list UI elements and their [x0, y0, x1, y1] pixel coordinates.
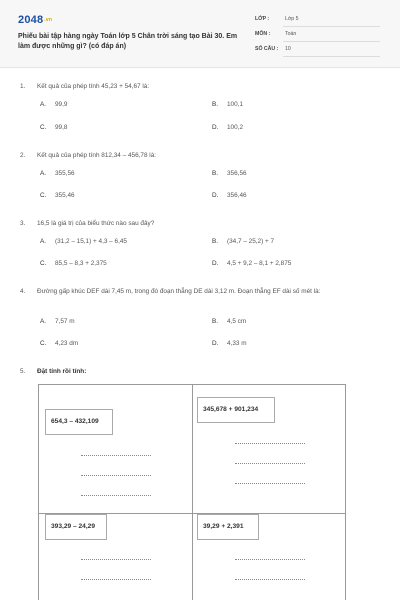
- option-text: 356,46: [227, 192, 247, 199]
- question-text: Đường gấp khúc DEF dài 7,45 m, trong đó đoạn thẳng DE dài 3,12 m. Đoạn thẳng EF dài số mét là:: [37, 288, 321, 295]
- option-text: 4,5 cm: [227, 318, 247, 325]
- meta-class-label: LỚP :: [255, 16, 270, 22]
- meta-divider: [283, 41, 380, 42]
- meta-subject: [255, 29, 380, 43]
- question-number: 1.: [20, 83, 26, 90]
- question-text: Kết quả của phép tính 812,34 – 456,78 là:: [37, 152, 157, 159]
- option-text: 99,8: [55, 124, 68, 131]
- meta-class: [255, 14, 380, 28]
- answer-line[interactable]: [81, 559, 151, 560]
- option-letter: B.: [212, 318, 219, 325]
- calculation-box: 345,678 + 901,234: [197, 397, 275, 423]
- question-number: 2.: [20, 152, 26, 159]
- meta-count-label: SỐ CÂU :: [255, 46, 279, 52]
- meta-class-value: Lớp 5: [285, 16, 299, 22]
- question-text: Kết quả của phép tính 45,23 + 54,67 là:: [37, 83, 150, 90]
- question-number: 4.: [20, 288, 26, 295]
- option-letter: D.: [212, 340, 219, 347]
- meta-subject-value: Toán: [285, 31, 297, 37]
- option-letter: D.: [212, 192, 219, 199]
- answer-line[interactable]: [235, 463, 305, 464]
- option-text: 355,46: [55, 192, 75, 199]
- option-letter: A.: [40, 170, 47, 177]
- logo-domain: .vn: [44, 17, 53, 24]
- option-text: 99,9: [55, 101, 68, 108]
- logo-text: 2048: [18, 14, 44, 26]
- calculation-box: 39,29 + 2,391: [197, 514, 259, 540]
- answer-line[interactable]: [235, 559, 305, 560]
- option-letter: C.: [40, 124, 47, 131]
- option-text: 4,23 dm: [55, 340, 79, 347]
- answer-line[interactable]: [81, 579, 151, 580]
- option-text: (34,7 – 25,2) + 7: [227, 238, 275, 245]
- meta-divider: [283, 56, 380, 57]
- question-text: Đặt tính rồi tính:: [37, 368, 87, 375]
- answer-line[interactable]: [81, 455, 151, 456]
- answer-line[interactable]: [81, 475, 151, 476]
- meta-count-value: 10: [285, 46, 291, 52]
- option-text: (31,2 – 15,1) + 4,3 – 6,45: [55, 238, 127, 245]
- option-text: 355,56: [55, 170, 75, 177]
- option-text: 85,5 – 8,3 + 2,375: [55, 260, 107, 267]
- option-text: 100,1: [227, 101, 243, 108]
- question-text: 16,5 là giá trị của biểu thức nào sau đây?: [37, 220, 155, 227]
- option-letter: C.: [40, 260, 47, 267]
- answer-line[interactable]: [81, 495, 151, 496]
- calculation-box: 393,29 – 24,29: [45, 514, 107, 540]
- option-letter: B.: [212, 101, 219, 108]
- calculation-grid: [38, 384, 346, 600]
- question-number: 3.: [20, 220, 26, 227]
- option-letter: D.: [212, 260, 219, 267]
- calculation-box: 654,3 – 432,109: [45, 409, 113, 435]
- option-text: 4,33 m: [227, 340, 247, 347]
- option-text: 100,2: [227, 124, 243, 131]
- meta-divider: [283, 26, 380, 27]
- meta-count: [255, 44, 380, 58]
- option-letter: B.: [212, 170, 219, 177]
- answer-line[interactable]: [235, 443, 305, 444]
- worksheet-header: [0, 0, 400, 68]
- option-text: 4,5 + 9,2 – 8,1 + 2,875: [227, 260, 292, 267]
- option-letter: D.: [212, 124, 219, 131]
- option-text: 356,56: [227, 170, 247, 177]
- answer-line[interactable]: [235, 483, 305, 484]
- site-logo[interactable]: [18, 14, 52, 26]
- option-letter: A.: [40, 318, 47, 325]
- question-number: 5.: [20, 368, 26, 375]
- answer-line[interactable]: [235, 579, 305, 580]
- option-letter: A.: [40, 101, 47, 108]
- worksheet-title: Phiếu bài tập hàng ngày Toán lớp 5 Chân trời sáng tạo Bài 30. Em làm được những gì? (có đáp án): [18, 33, 238, 50]
- option-text: 7,57 m: [55, 318, 75, 325]
- meta-subject-label: MÔN :: [255, 31, 271, 37]
- option-letter: A.: [40, 238, 47, 245]
- grid-divider-vertical: [192, 385, 193, 600]
- option-letter: B.: [212, 238, 219, 245]
- option-letter: C.: [40, 192, 47, 199]
- option-letter: C.: [40, 340, 47, 347]
